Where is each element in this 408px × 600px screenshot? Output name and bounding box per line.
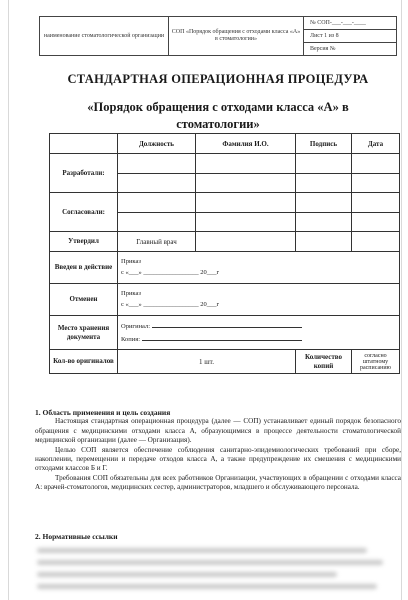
copy-label: Копия: (121, 335, 141, 343)
sheet-cell: Лист 1 из 8 (304, 30, 397, 43)
document-page (8, 0, 402, 600)
section-1 (35, 408, 401, 493)
originals-count-label: Кол-во оригиналов (50, 350, 118, 374)
approved-label: Утвердил (50, 232, 118, 252)
col-date: Дата (352, 134, 400, 154)
section-1-paragraph-3: Требования СОП обязательны для всех работников Организации, участвующих в обращении с отходами класса А: врачей-стоматологов, медицинских сестер, администраторов, младшего и обслуживающего персонала. (35, 473, 401, 492)
blurred-text-line (37, 584, 377, 589)
enacted-label: Введен в действие (50, 252, 118, 284)
copies-count-label: Количество копий (296, 350, 352, 374)
sop-title-cell: СОП «Порядок обращения с отходами класса «А» в стоматологии» (169, 17, 304, 56)
corner-cell (50, 134, 118, 154)
cancelled-order-label: Приказ (121, 290, 141, 298)
section-1-paragraph-2: Целью СОП является обеспечение соблюдения санитарно-эпидемиологических требований при сборе, накоплении, перемещении и передаче отходов класса А, а также предупреждение их смешения с медицинскими отходами классов Б и Г. (35, 445, 401, 473)
original-label: Оригинал: (121, 323, 151, 331)
section-2 (35, 532, 401, 541)
section-1-paragraph-1: Настоящая стандартная операционная процедура (далее — СОП) устанавливает единый порядок безопасного обращения с медицинскими отходами класса А, образующимися в процессе деятельности стоматологической медицинской организации (далее — Организация). (35, 417, 401, 445)
developed-label: Разработали: (50, 154, 118, 193)
approval-form-table (49, 133, 400, 374)
copies-count-value: согласно штатному расписанию (352, 350, 400, 374)
document-header-table (39, 16, 397, 56)
cancelled-label: Отменен (50, 284, 118, 316)
enacted-order-date: с «___» _________________ 20___г (121, 268, 220, 276)
blurred-text-line (37, 548, 367, 553)
org-name-cell: наименование стоматологической организации (40, 17, 169, 56)
storage-label: Место хранения документа (50, 316, 118, 350)
version-cell: Версия № (304, 43, 397, 56)
col-name: Фамилия И.О. (196, 134, 296, 154)
blurred-text-line (37, 572, 337, 577)
col-position: Должность (118, 134, 196, 154)
cancelled-order-cell (118, 284, 400, 316)
enacted-order-cell (118, 252, 400, 284)
agreed-label: Согласовали: (50, 193, 118, 232)
blurred-text-line (37, 560, 383, 565)
originals-count-value: 1 шт. (118, 350, 296, 374)
storage-cell (118, 316, 400, 350)
document-title: СТАНДАРТНАЯ ОПЕРАЦИОННАЯ ПРОЦЕДУРА (67, 72, 369, 86)
section-1-heading: 1. Область применения и цель создания (35, 408, 171, 417)
chief-doctor-cell: Главный врач (118, 232, 196, 252)
enacted-order-label: Приказ (121, 258, 141, 266)
sop-number-cell: № СОП-___-___-____ (304, 17, 397, 30)
document-subtitle: «Порядок обращения с отходами класса «А» в стоматологии» (87, 100, 349, 131)
cancelled-order-date: с «___» _________________ 20___г (121, 300, 220, 308)
col-sign: Подпись (296, 134, 352, 154)
section-2-heading: 2. Нормативные ссылки (35, 532, 118, 541)
